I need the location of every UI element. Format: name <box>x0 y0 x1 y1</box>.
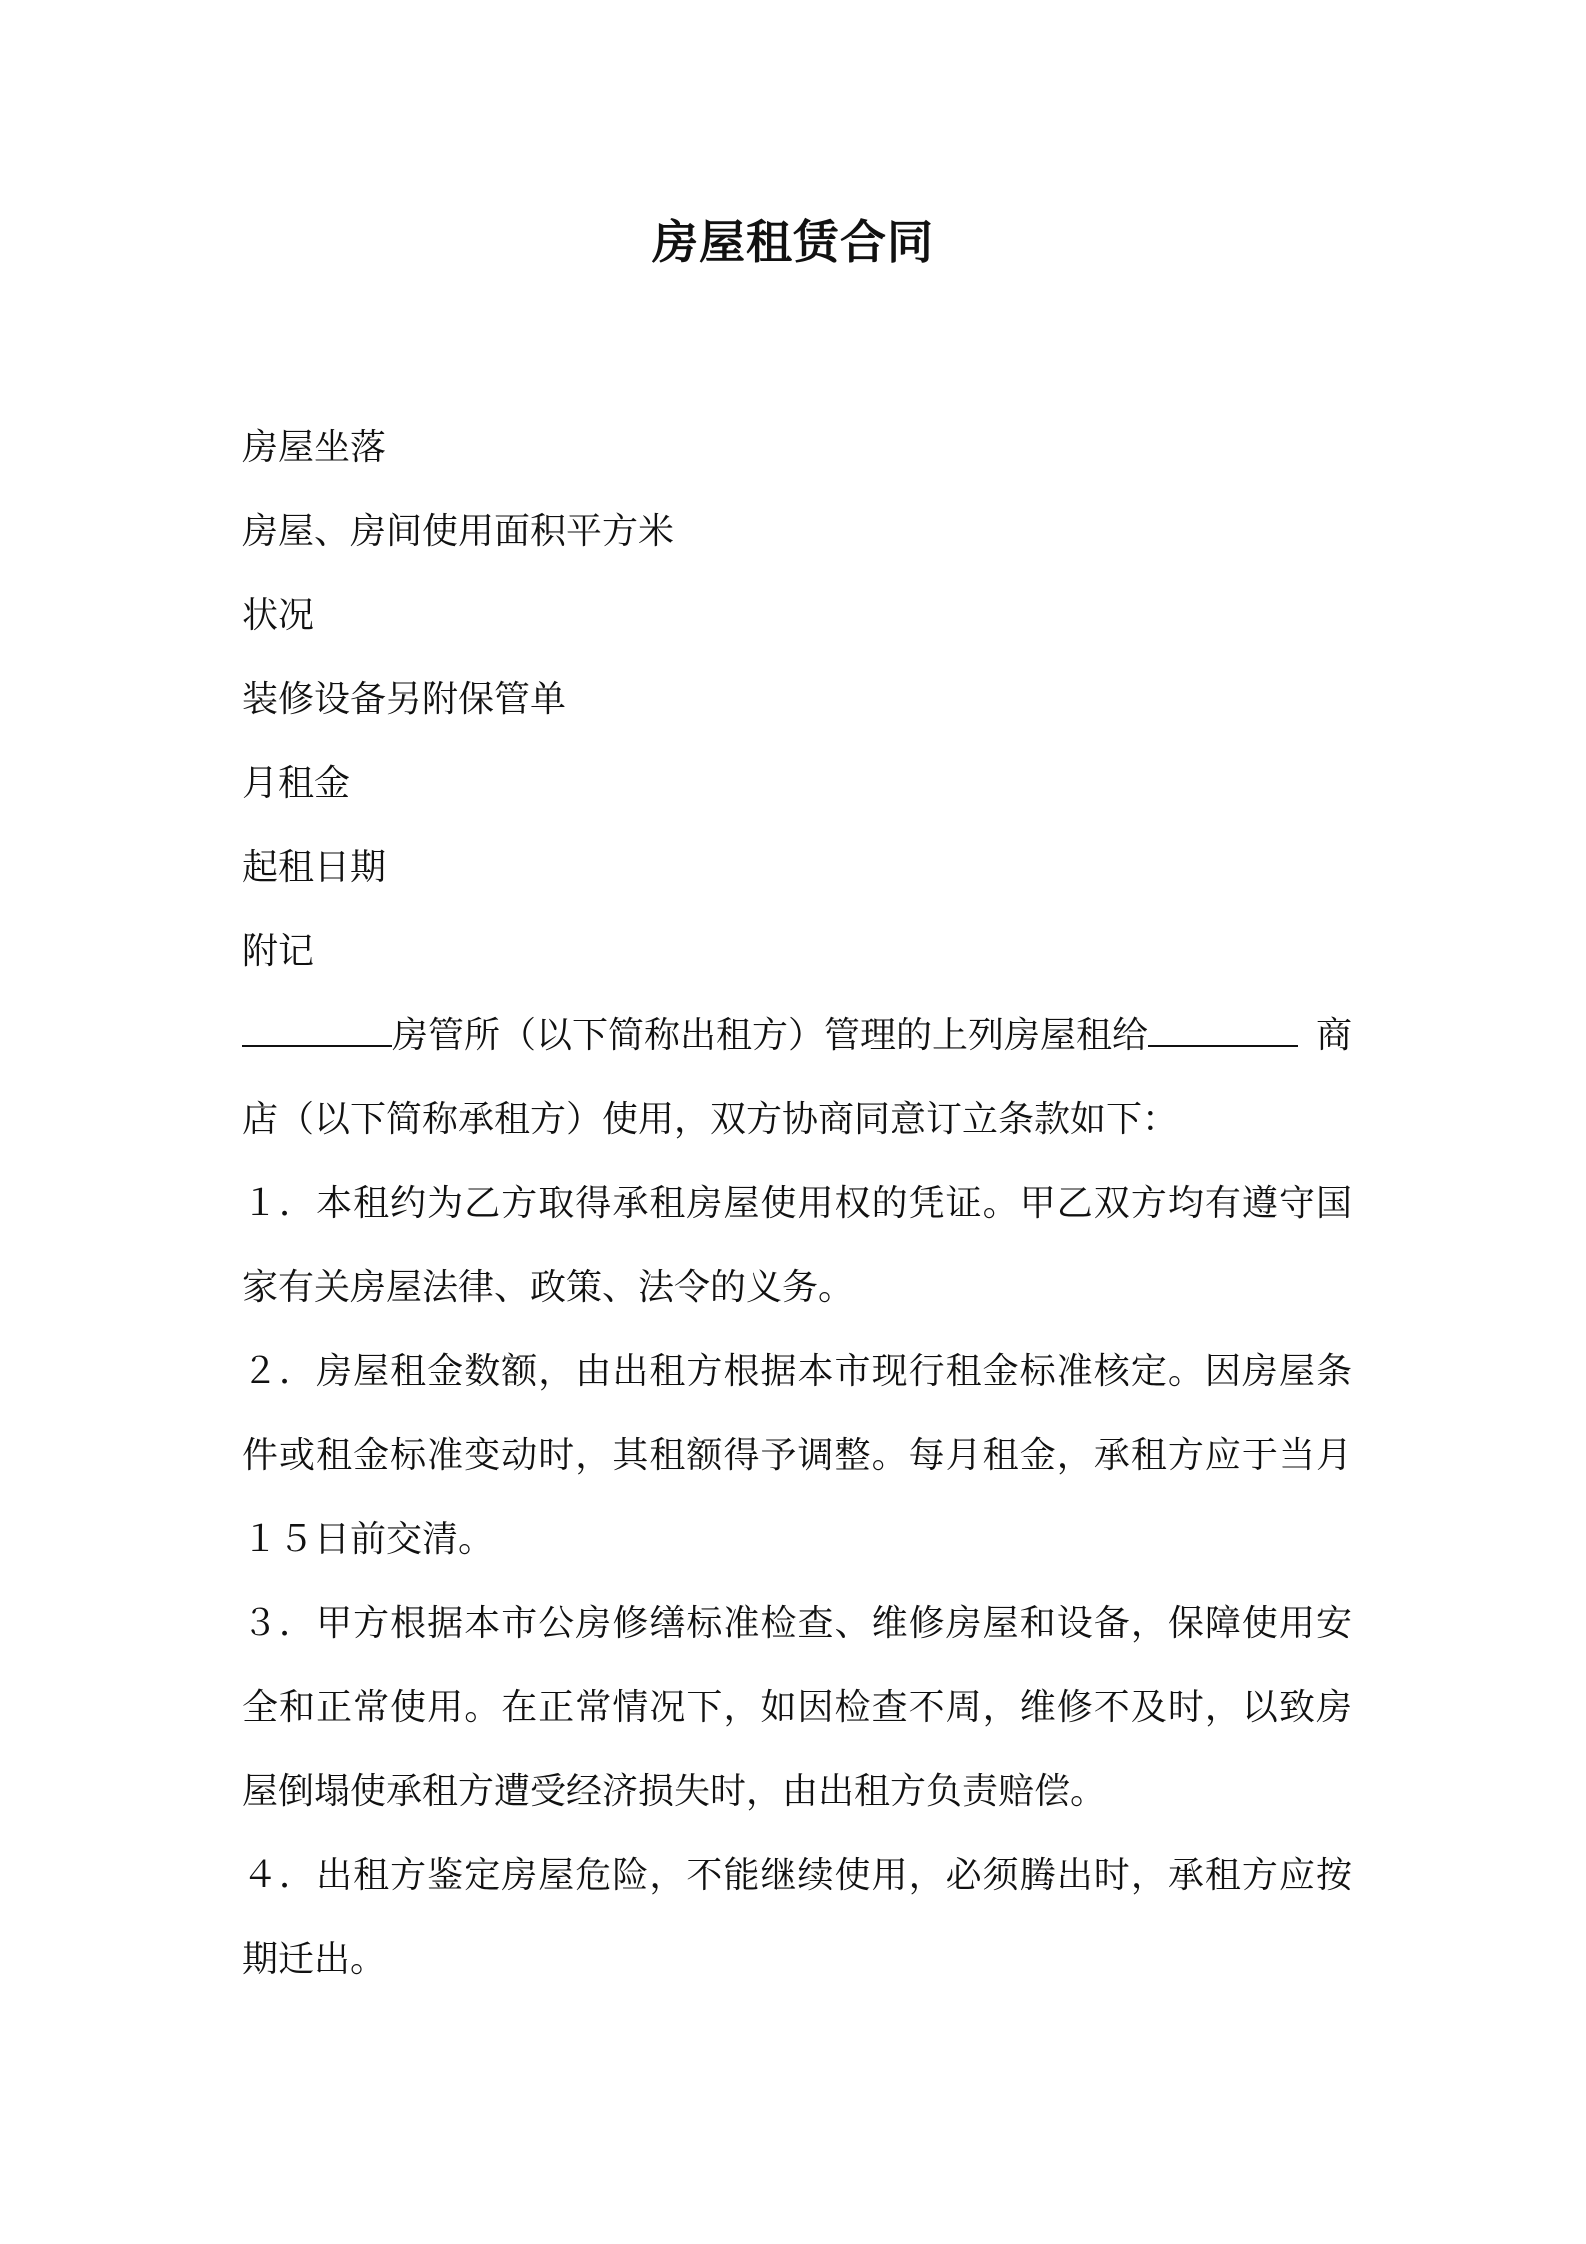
intro-part-2: 商 <box>1315 1015 1352 1056</box>
clause-3: ３．甲方根据本市公房修缮标准检查、维修房屋和设备，保障使用安全和正常使用。在正常情况下，如因检查不周，维修不及时，以致房屋倒塌使承租方遭受经济损失时，由出租方负责赔偿。 <box>242 1603 1352 1812</box>
field-location: 房屋坐落 <box>242 427 387 468</box>
field-start-date: 起租日期 <box>242 847 387 888</box>
intro-part-1: 房管所（以下简称出租方）管理的上列房屋租给 <box>392 1015 1149 1056</box>
field-equipment: 装修设备另附保管单 <box>242 679 567 720</box>
clause-2: ２．房屋租金数额，由出租方根据本市现行租金标准核定。因房屋条件或租金标准变动时，其租额得予调整。每月租金，承租方应于当月１５日前交清。 <box>242 1351 1352 1560</box>
lessee-blank <box>1148 1005 1298 1047</box>
document-body <box>242 406 1352 2002</box>
lessor-blank <box>242 1005 392 1047</box>
clause-1: １．本租约为乙方取得承租房屋使用权的凭证。甲乙双方均有遵守国家有关房屋法律、政策、法令的义务。 <box>242 1183 1352 1308</box>
clause-4: ４．出租方鉴定房屋危险，不能继续使用，必须腾出时，承租方应按期迁出。 <box>242 1855 1352 1980</box>
field-condition: 状况 <box>242 595 315 636</box>
field-monthly-rent: 月租金 <box>242 763 351 804</box>
field-note: 附记 <box>242 931 315 972</box>
document-title: 房屋租赁合同 <box>652 215 934 269</box>
intro-line-2: 店（以下简称承租方）使用，双方协商同意订立条款如下： <box>242 1099 1179 1140</box>
intro-line-1 <box>242 994 1352 1078</box>
field-area: 房屋、房间使用面积平方米 <box>242 511 675 552</box>
